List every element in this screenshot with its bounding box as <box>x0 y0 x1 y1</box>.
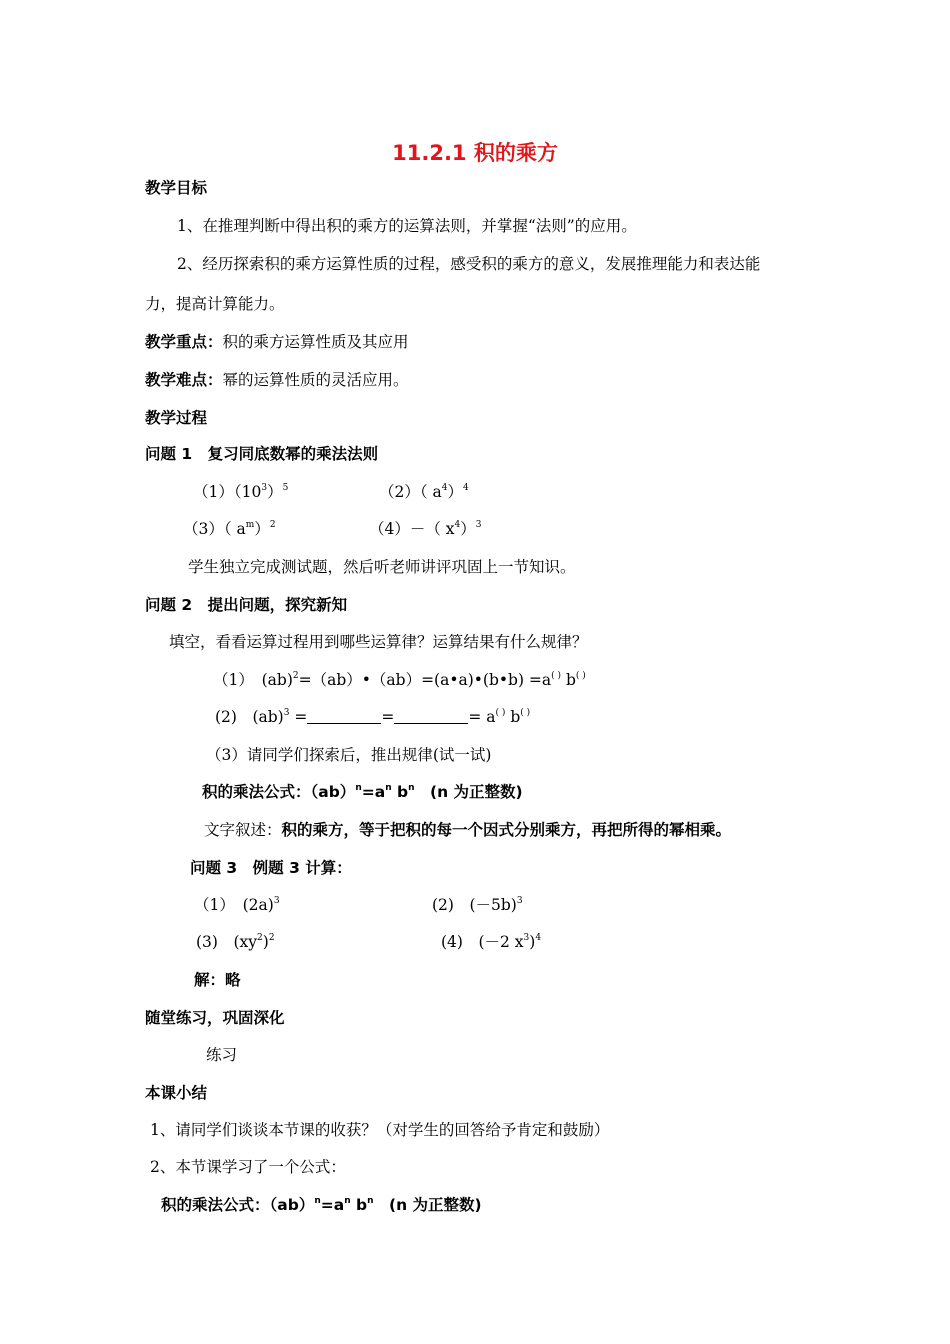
verbal-statement <box>204 820 731 840</box>
process-heading: 教学过程 <box>145 409 208 427</box>
goal-2-line-1: 2、经历探索积的乘方运算性质的过程，感受积的乘方的意义，发展推理能力和表达能 <box>177 255 761 273</box>
difficulty-text: 幂的运算性质的灵活应用。 <box>222 371 409 389</box>
product-formula: 积的乘法公式：$(ab)^n=a^n$ $b^n$ (n 为正整数) <box>202 783 523 801</box>
summary-1: 1、请同学们谈谈本节课的收获？（对学生的回答给予肯定和鼓励） <box>150 1121 610 1139</box>
q2-line-3: （3）请同学们探索后，推出规律(试一试) <box>206 746 492 764</box>
question-2-heading: 问题 2 提出问题，探究新知 <box>145 596 348 614</box>
verbal-text: 积的乘方，等于把积的每一个因式分别乘方，再把所得的幂相乘。 <box>281 821 732 839</box>
page-title: 11.2.1 积的乘方 <box>392 141 558 165</box>
difficulty-label: 教学难点： <box>145 371 223 389</box>
practice-text: 练习 <box>206 1046 238 1064</box>
q3-item-2: (2) $(-5b)^3$ <box>432 896 523 914</box>
summary-2: 2、本节课学习了一个公式： <box>150 1158 346 1176</box>
solution: 解：略 <box>194 971 241 989</box>
key-point <box>145 332 409 352</box>
q1-item-2: （2）（ $a^4)^4$ <box>379 483 469 501</box>
key-point-text: 积的乘方运算性质及其应用 <box>222 333 409 351</box>
difficulty <box>145 370 409 390</box>
goal-2-line-2: 力，提高计算能力。 <box>145 295 285 313</box>
answer-blank[interactable] <box>394 709 468 724</box>
q3-item-3: (3) $(xy^2)^2$ <box>196 933 275 951</box>
question-1-heading: 问题 1 复习同底数幂的乘法法则 <box>145 445 379 463</box>
goal-1: 1、在推理判断中得出积的乘方的运算法则，并掌握“法则”的应用。 <box>177 217 637 235</box>
verbal-label: 文字叙述： <box>204 821 282 839</box>
q2-line-2: (2) (ab)$^3$ = = = a( ) b( ) <box>215 708 531 726</box>
question-3-heading: 问题 3 例题 3 计算： <box>190 859 352 877</box>
q2-line-1: （1） (ab)$^2$=（ab）•（ab）=(a•a)•(b•b) =a( ) b( ) <box>213 671 586 689</box>
answer-blank[interactable] <box>307 709 381 724</box>
q3-item-4: (4) (－2 $x^3)^4$ <box>441 933 542 951</box>
q1-item-1: $(1)(10^3)^5$ <box>193 483 289 501</box>
key-point-label: 教学重点： <box>145 333 223 351</box>
q1-item-3: （3）（ $a^m)^2$ <box>183 520 276 538</box>
q2-intro: 填空，看看运算过程用到哪些运算律？运算结果有什么规律？ <box>169 633 588 651</box>
q1-note: 学生独立完成测试题，然后听老师讲评巩固上一节知识。 <box>188 558 576 576</box>
q1-item-4: （4）－（ $x^4)^3$ <box>369 520 482 538</box>
practice-heading: 随堂练习，巩固深化 <box>145 1009 285 1027</box>
q3-item-1: （1） $(2a)^3$ <box>194 896 280 914</box>
goals-heading: 教学目标 <box>145 179 208 197</box>
summary-heading: 本课小结 <box>145 1084 208 1102</box>
summary-formula: 积的乘法公式：$(ab)^n=a^n$ $b^n$ (n 为正整数) <box>161 1196 482 1214</box>
